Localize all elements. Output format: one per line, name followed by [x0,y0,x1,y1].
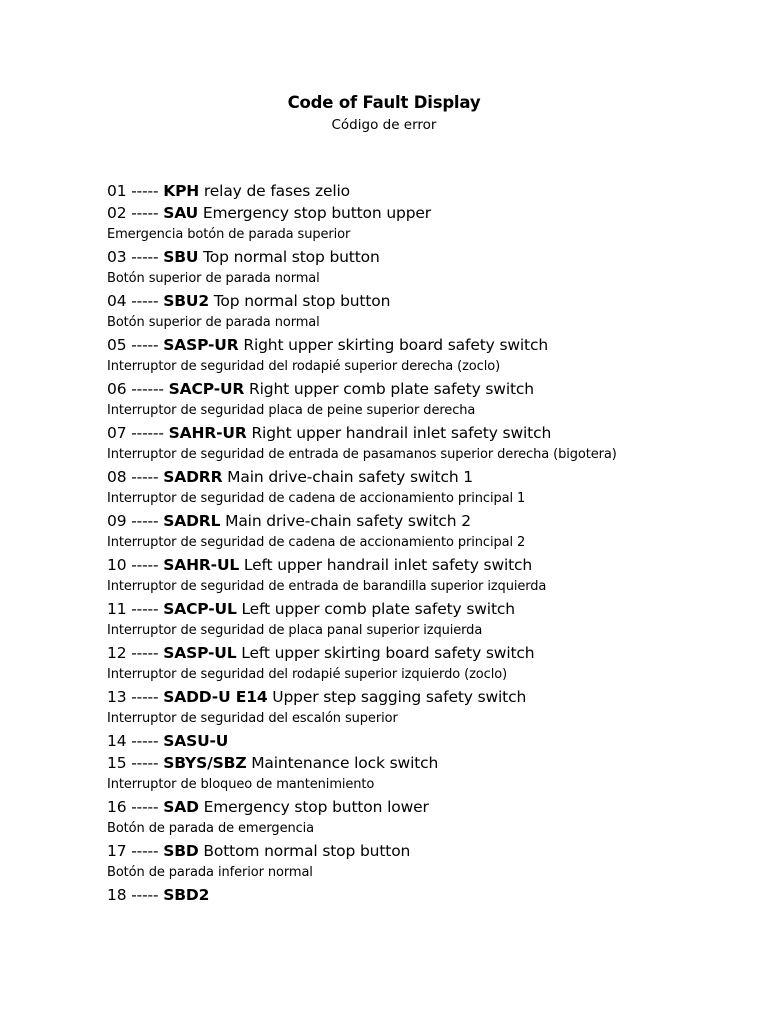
fault-number: 08 [107,468,127,486]
fault-main-line [107,334,747,356]
fault-separator: ----- [131,248,159,266]
fault-description: Right upper handrail inlet safety switch [251,424,552,442]
fault-code: SASU-U [163,732,229,750]
fault-description: Top normal stop button [213,292,391,310]
fault-separator: ----- [131,754,159,772]
fault-code: SBYS/SBZ [163,754,247,772]
fault-number: 15 [107,754,127,772]
fault-translation: Interruptor de bloqueo de mantenimiento [107,777,375,792]
fault-separator: ----- [131,644,159,662]
fault-separator: ------ [131,424,164,442]
fault-item [107,730,747,752]
fault-item [107,510,747,554]
fault-code: SBU [163,248,199,266]
fault-number: 06 [107,380,127,398]
fault-main-line [107,378,747,400]
fault-code: SAU [163,204,199,222]
fault-separator: ----- [131,798,159,816]
fault-separator: ------ [131,380,164,398]
fault-code: SADRL [163,512,221,530]
fault-number: 07 [107,424,127,442]
fault-translation: Interruptor de seguridad de cadena de accionamiento principal 2 [107,535,526,550]
fault-translation: Botón de parada de emergencia [107,821,315,836]
fault-item [107,290,747,334]
fault-number: 13 [107,688,127,706]
fault-main-line [107,554,747,576]
fault-description: relay de fases zelio [203,182,351,200]
fault-item [107,554,747,598]
fault-item [107,796,747,840]
fault-item [107,422,747,466]
fault-item [107,180,747,202]
fault-item [107,686,747,730]
fault-code: SASP-UR [163,336,239,354]
fault-translation: Interruptor de seguridad del rodapié superior derecha (zoclo) [107,359,501,374]
fault-main-line [107,202,747,224]
fault-code: SACP-UR [168,380,245,398]
fault-main-line [107,752,747,774]
fault-main-line [107,246,747,268]
fault-number: 10 [107,556,127,574]
fault-item [107,598,747,642]
fault-item [107,752,747,796]
fault-separator: ----- [131,842,159,860]
fault-number: 05 [107,336,127,354]
fault-translation: Interruptor de seguridad de entrada de barandilla superior izquierda [107,579,547,594]
fault-code: SBD2 [163,886,210,904]
fault-description: Right upper comb plate safety switch [248,380,534,398]
fault-main-line [107,884,747,906]
fault-number: 03 [107,248,127,266]
fault-number: 04 [107,292,127,310]
fault-separator: ----- [131,336,159,354]
fault-item [107,334,747,378]
fault-code: SAHR-UL [163,556,240,574]
fault-separator: ----- [131,292,159,310]
fault-main-line [107,290,747,312]
fault-description: Right upper skirting board safety switch [243,336,549,354]
fault-description: Main drive-chain safety switch 1 [227,468,474,486]
fault-number: 14 [107,732,127,750]
fault-separator: ----- [131,556,159,574]
fault-number: 18 [107,886,127,904]
fault-translation: Interruptor de seguridad del escalón superior [107,711,398,726]
fault-code: SAHR-UR [168,424,247,442]
fault-item [107,884,747,906]
fault-item [107,246,747,290]
fault-description: Emergency stop button lower [203,798,429,816]
fault-main-line [107,180,747,202]
fault-number: 11 [107,600,127,618]
fault-number: 01 [107,182,127,200]
fault-main-line [107,686,747,708]
fault-main-line [107,642,747,664]
fault-item [107,840,747,884]
fault-description: Upper step sagging safety switch [272,688,527,706]
fault-main-line [107,598,747,620]
fault-main-line [107,840,747,862]
fault-number: 02 [107,204,127,222]
fault-description: Maintenance lock switch [251,754,439,772]
fault-code: KPH [163,182,200,200]
fault-separator: ----- [131,204,159,222]
fault-item [107,378,747,422]
fault-translation: Interruptor de seguridad de cadena de accionamiento principal 1 [107,491,526,506]
fault-code: SAD [163,798,199,816]
document-subtitle: Código de error [331,117,437,133]
fault-translation: Interruptor de seguridad de entrada de pasamanos superior derecha (bigotera) [107,447,617,462]
fault-translation: Botón superior de parada normal [107,271,320,286]
fault-separator: ----- [131,468,159,486]
fault-main-line [107,796,747,818]
fault-translation: Emergencia botón de parada superior [107,227,351,242]
fault-number: 12 [107,644,127,662]
fault-translation: Interruptor de seguridad de placa panal superior izquierda [107,623,483,638]
fault-separator: ----- [131,512,159,530]
fault-item [107,466,747,510]
fault-code: SBD [163,842,199,860]
fault-main-line [107,466,747,488]
fault-translation: Interruptor de seguridad del rodapié superior izquierdo (zoclo) [107,667,508,682]
fault-description: Left upper comb plate safety switch [241,600,515,618]
fault-code-list [107,180,747,906]
fault-main-line [107,510,747,532]
fault-main-line [107,422,747,444]
fault-item [107,202,747,246]
fault-translation: Botón de parada inferior normal [107,865,313,880]
fault-code: SACP-UL [163,600,237,618]
fault-description: Left upper handrail inlet safety switch [243,556,533,574]
fault-number: 17 [107,842,127,860]
fault-code: SADD-U E14 [163,688,268,706]
fault-description: Left upper skirting board safety switch [241,644,535,662]
fault-number: 09 [107,512,127,530]
fault-translation: Botón superior de parada normal [107,315,320,330]
fault-separator: ----- [131,886,159,904]
document-title: Code of Fault Display [287,93,481,112]
fault-code: SASP-UL [163,644,237,662]
fault-number: 16 [107,798,127,816]
fault-description: Main drive-chain safety switch 2 [225,512,471,530]
fault-separator: ----- [131,600,159,618]
fault-main-line [107,730,747,752]
fault-translation: Interruptor de seguridad placa de peine superior derecha [107,403,476,418]
fault-description: Top normal stop button [203,248,380,266]
fault-code: SADRR [163,468,223,486]
fault-separator: ----- [131,732,159,750]
fault-description: Bottom normal stop button [203,842,411,860]
fault-description: Emergency stop button upper [202,204,431,222]
fault-separator: ----- [131,182,159,200]
fault-code: SBU2 [163,292,209,310]
fault-separator: ----- [131,688,159,706]
fault-item [107,642,747,686]
